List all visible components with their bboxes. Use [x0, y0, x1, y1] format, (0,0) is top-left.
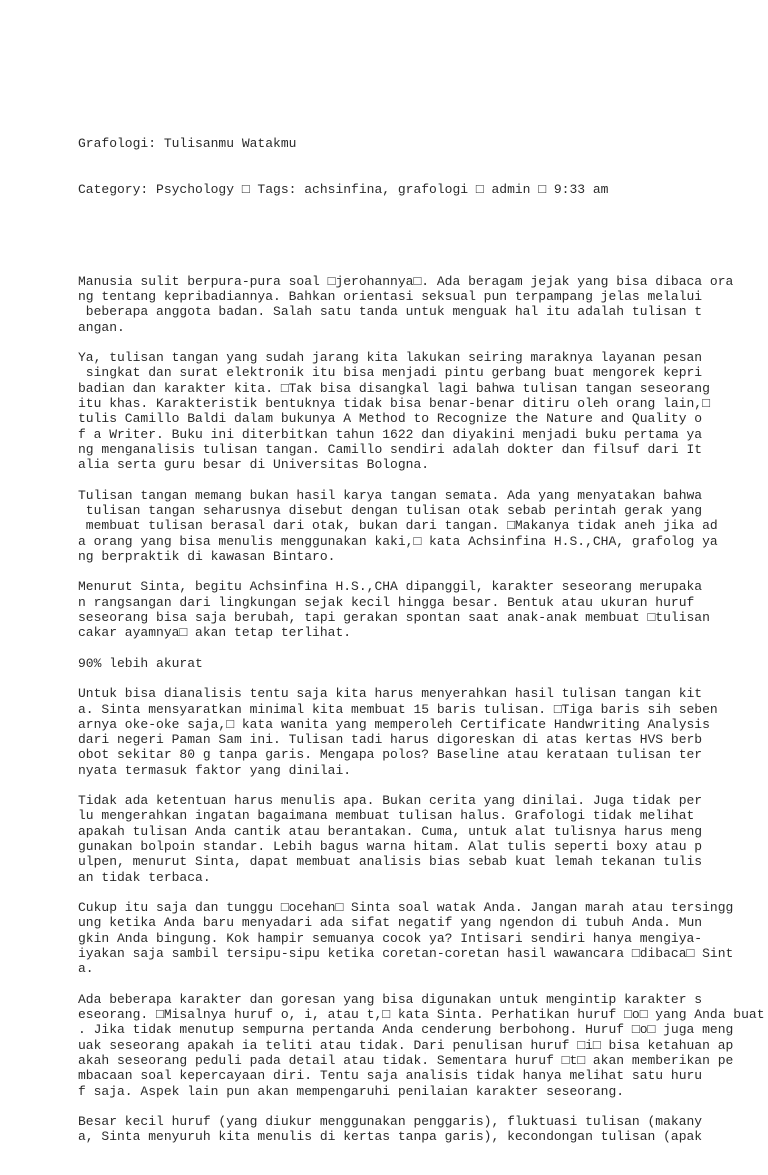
paragraph	[78, 900, 758, 976]
paragraph	[78, 274, 758, 335]
text-line: Ada beberapa karakter dan goresan yang bisa digunakan untuk mengintip karakter s	[78, 991, 703, 1007]
text-line: beberapa anggota badan. Salah satu tanda untuk menguak hal itu adalah tulisan t	[78, 304, 703, 320]
text-line: tulis Camillo Baldi dalam bukunya A Method to Recognize the Nature and Quality o	[78, 411, 703, 427]
text-line: arnya oke-oke saja,□ kata wanita yang memperoleh Certificate Handwriting Analysis	[78, 716, 710, 732]
text-line: lu mengerahkan ingatan bagaimana membuat tulisan halus. Grafologi tidak melihat	[78, 808, 695, 824]
text-line: a.	[78, 961, 94, 977]
text-line: membuat tulisan berasal dari otak, bukan dari tangan. □Makanya tidak aneh jika ad	[78, 518, 718, 534]
text-line: cakar ayamnya□ akan tetap terlihat.	[78, 625, 352, 641]
text-line: eseorang. □Misalnya huruf o, i, atau t,□ kata Sinta. Perhatikan huruf □o□ yang Anda buat	[78, 1007, 765, 1023]
text-line: akah seseorang peduli pada detail atau tidak. Sementara huruf □t□ akan memberikan pe	[78, 1053, 734, 1069]
text-line: angan.	[78, 319, 125, 335]
text-line: ng menganalisis tulisan tangan. Camillo sendiri adalah dokter dan filsuf dari It	[78, 441, 703, 457]
text-line: ng tentang kepribadiannya. Bahkan orientasi seksual pun terpampang jelas melalui	[78, 289, 703, 305]
text-line: seseorang bisa saja berubah, tapi gerakan spontan saat anak-anak membuat □tulisan	[78, 609, 710, 625]
text-line: Tidak ada ketentuan harus menulis apa. Bukan cerita yang dinilai. Juga tidak per	[78, 793, 703, 809]
paragraph	[78, 1114, 758, 1145]
text-line: a orang yang bisa menulis menggunakan kaki,□ kata Achsinfina H.S.,CHA, grafolog ya	[78, 533, 718, 549]
text-line: obot sekitar 80 g tanpa garis. Mengapa polos? Baseline atau kerataan tulisan ter	[78, 747, 703, 763]
text-line: ng berpraktik di kawasan Bintaro.	[78, 548, 336, 564]
text-line: Menurut Sinta, begitu Achsinfina H.S.,CHA dipanggil, karakter seseorang merupaka	[78, 579, 703, 595]
text-line: a, Sinta menyuruh kita menulis di kertas tanpa garis), kecondongan tulisan (apak	[78, 1129, 703, 1145]
article-meta: Category: Psychology □ Tags: achsinfina, grafologi □ admin □ 9:33 am	[78, 182, 609, 198]
text-line: n rangsangan dari lingkungan sejak kecil hingga besar. Bentuk atau ukuran huruf	[78, 594, 695, 610]
text-line: f saja. Aspek lain pun akan mempengaruhi penilaian karakter seseorang.	[78, 1083, 625, 1099]
text-line: alia serta guru besar di Universitas Bologna.	[78, 457, 430, 473]
text-line: apakah tulisan Anda cantik atau berantakan. Cuma, untuk alat tulisnya harus meng	[78, 823, 703, 839]
article-document	[78, 75, 765, 1175]
text-line: f a Writer. Buku ini diterbitkan tahun 1622 dan diyakini menjadi buku pertama ya	[78, 426, 703, 442]
text-line: ung ketika Anda baru menyadari ada sifat negatif yang ngendon di tubuh Anda. Mun	[78, 915, 703, 931]
text-line: Manusia sulit berpura-pura soal □jerohannya□. Ada beragam jejak yang bisa dibaca ora	[78, 273, 734, 289]
text-line: mbacaan soal kepercayaan diri. Tentu saja analisis tidak hanya melihat satu huru	[78, 1068, 703, 1084]
section-heading	[78, 656, 758, 671]
paragraph	[78, 793, 758, 885]
text-line: singkat dan surat elektronik itu bisa menjadi pintu gerbang buat mengorek kepri	[78, 365, 703, 381]
paragraph	[78, 350, 758, 472]
text-line: tulisan tangan seharusnya disebut dengan tulisan otak sebab perintah gerak yang	[78, 502, 703, 518]
paragraph	[78, 579, 758, 640]
text-line: gkin Anda bingung. Kok hampir semuanya cocok ya? Intisari sendiri hanya mengiya-	[78, 930, 703, 946]
text-line: Ya, tulisan tangan yang sudah jarang kita lakukan seiring maraknya layanan pesan	[78, 350, 703, 366]
text-line: nyata termasuk faktor yang dinilai.	[78, 762, 352, 778]
text-line: 90% lebih akurat	[78, 655, 203, 671]
paragraph	[78, 991, 765, 1099]
text-line: a. Sinta mensyaratkan minimal kita membuat 15 baris tulisan. □Tiga baris sih seben	[78, 701, 718, 717]
text-line: Tulisan tangan memang bukan hasil karya tangan semata. Ada yang menyatakan bahwa	[78, 487, 703, 503]
text-line: Untuk bisa dianalisis tentu saja kita harus menyerahkan hasil tulisan tangan kit	[78, 686, 703, 702]
text-line: . Jika tidak menutup sempurna pertanda Anda cenderung berbohong. Huruf □o□ juga meng	[78, 1022, 734, 1038]
article-title: Grafologi: Tulisanmu Watakmu	[78, 136, 297, 152]
text-line: ulpen, menurut Sinta, dapat membuat analisis bias sebab kuat lemah tekanan tulis	[78, 854, 703, 870]
text-line: iyakan saja sambil tersipu-sipu ketika coretan-coretan hasil wawancara □dibaca□ Sint	[78, 946, 734, 962]
text-line: uak seseorang apakah ia teliti atau tidak. Dari penulisan huruf □i□ bisa ketahuan ap	[78, 1037, 734, 1053]
paragraph	[78, 488, 758, 564]
text-line: Cukup itu saja dan tunggu □ocehan□ Sinta soal watak Anda. Jangan marah atau tersingg	[78, 900, 734, 916]
text-line: gunakan bolpoin standar. Lebih bagus warna hitam. Alat tulis seperti boxy atau p	[78, 839, 703, 855]
text-line: itu khas. Karakteristik bentuknya tidak bisa benar-benar ditiru oleh orang lain,□	[78, 396, 710, 412]
article-header	[78, 106, 758, 228]
text-line: an tidak terbaca.	[78, 869, 211, 885]
text-line: dari negeri Paman Sam ini. Tulisan tadi harus digoreskan di atas kertas HVS berb	[78, 732, 703, 748]
text-line: Besar kecil huruf (yang diukur menggunakan penggaris), fluktuasi tulisan (makany	[78, 1114, 703, 1130]
text-line: badian dan karakter kita. □Tak bisa disangkal lagi bahwa tulisan tangan seseorang	[78, 380, 710, 396]
paragraph	[78, 686, 758, 778]
article-body	[78, 273, 765, 1145]
